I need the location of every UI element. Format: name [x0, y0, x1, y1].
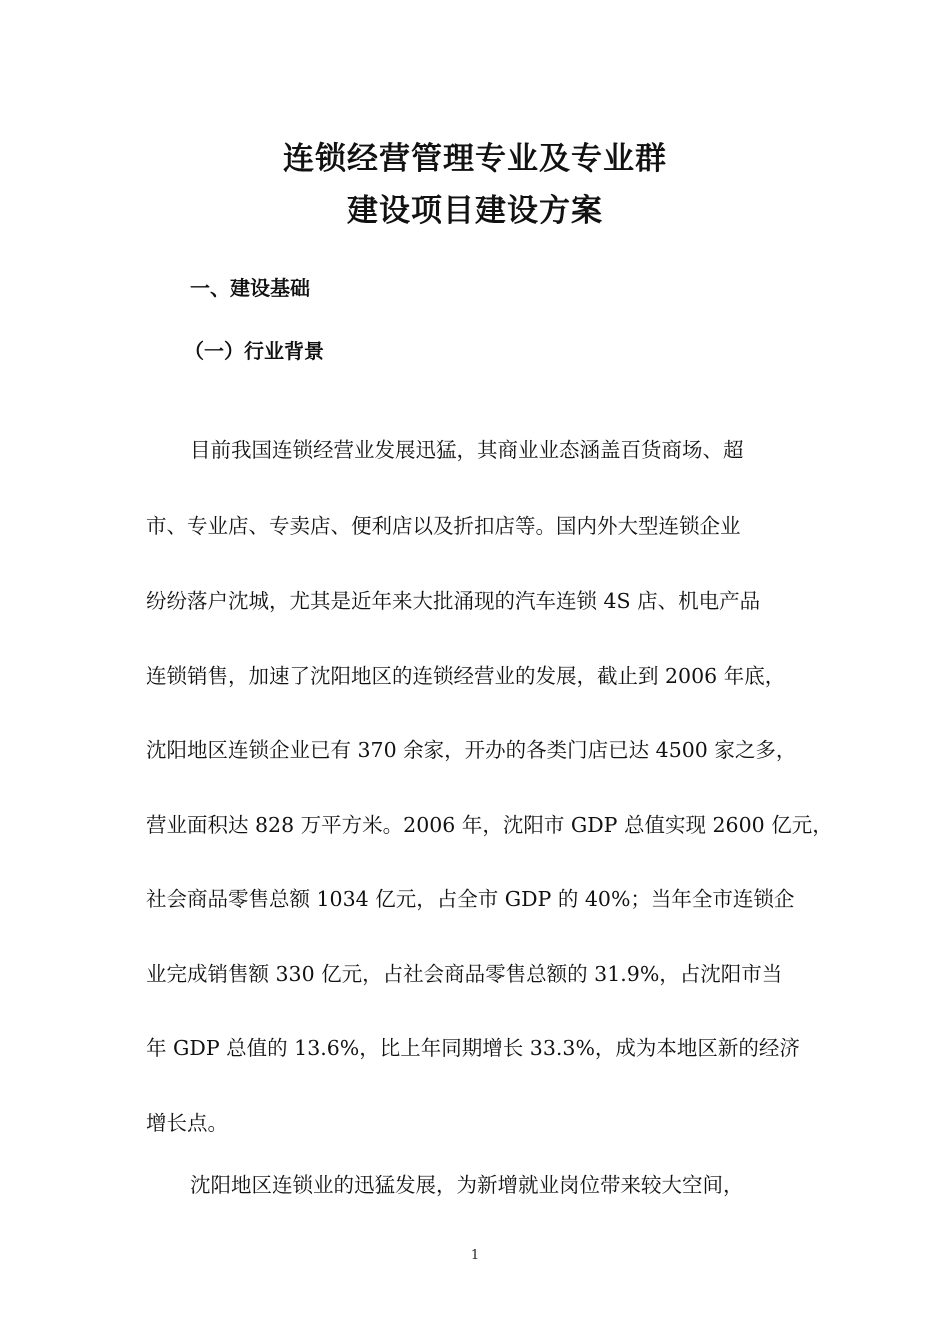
paragraph-1-line: 业完成销售额 330 亿元，占社会商品零售总额的 31.9%，占沈阳市当	[146, 962, 783, 986]
document-title-line-1: 连锁经营管理专业及专业群	[283, 141, 667, 177]
paragraph-1-line: 目前我国连锁经营业发展迅猛，其商业业态涵盖百货商场、超	[190, 438, 744, 462]
subsection-heading: （一）行业背景	[184, 339, 324, 363]
paragraph-1-line: 社会商品零售总额 1034 亿元，占全市 GDP 的 40%；当年全市连锁企	[146, 887, 795, 911]
paragraph-1-line: 纷纷落户沈城，尤其是近年来大批涌现的汽车连锁 4S 店、机电产品	[146, 589, 761, 613]
paragraph-1-line: 连锁销售，加速了沈阳地区的连锁经营业的发展，截止到 2006 年底，	[146, 664, 786, 688]
section-heading: 一、建设基础	[190, 276, 310, 300]
paragraph-1-line: 营业面积达 828 万平方米。2006 年，沈阳市 GDP 总值实现 2600 亿元，	[146, 813, 833, 837]
paragraph-1-line: 沈阳地区连锁企业已有 370 余家，开办的各类门店已达 4500 家之多，	[146, 738, 797, 762]
paragraph-2-line: 沈阳地区连锁业的迅猛发展，为新增就业岗位带来较大空间，	[190, 1173, 744, 1197]
document-title-line-2: 建设项目建设方案	[347, 193, 603, 229]
page-number: 1	[470, 1248, 480, 1263]
paragraph-1-line: 市、专业店、专卖店、便利店以及折扣店等。国内外大型连锁企业	[146, 514, 741, 538]
paragraph-1-line: 年 GDP 总值的 13.6%，比上年同期增长 33.3%，成为本地区新的经济	[146, 1036, 800, 1060]
paragraph-1-line: 增长点。	[146, 1111, 228, 1135]
